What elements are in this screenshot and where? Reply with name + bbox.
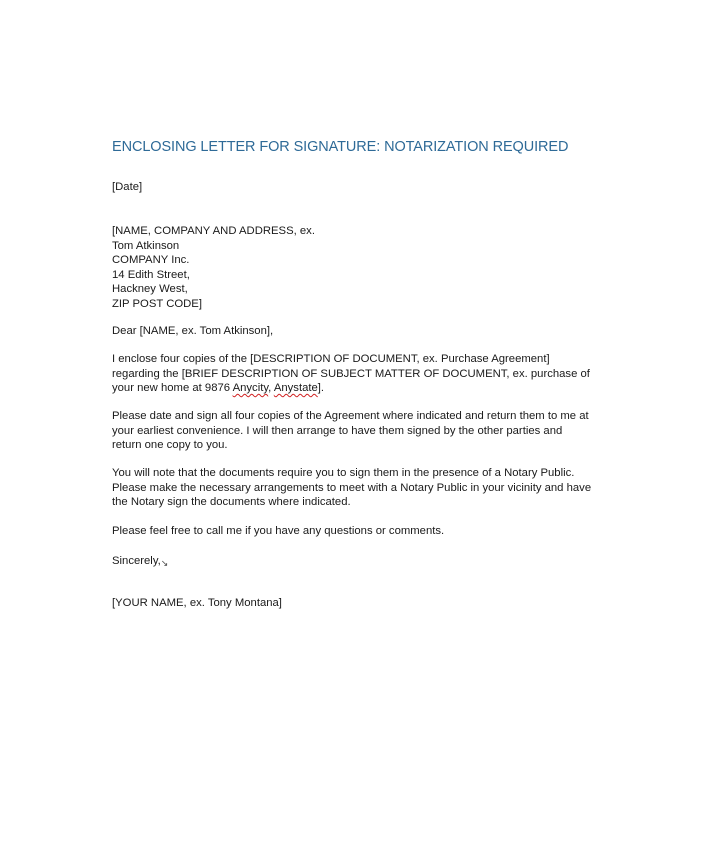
paragraph-line: I enclose four copies of the [DESCRIPTION OF DOCUMENT, ex. Purchase Agreement] (112, 353, 550, 365)
paragraph-3 (112, 466, 591, 510)
closing-text: Sincerely, (112, 555, 161, 567)
text-run: your new home at 9876 (112, 382, 233, 395)
address-line: COMPANY Inc. (112, 254, 190, 267)
address-line: ZIP POST CODE] (112, 297, 202, 310)
paragraph-line: Please make the necessary arrangements to meet with a Notary Public in your vicinity and have (112, 481, 592, 494)
paragraph-1 (112, 352, 590, 396)
address-line: 14 Edith Street, (112, 268, 190, 281)
closing (112, 554, 168, 571)
paragraph-4: Please feel free to call me if you have any questions or comments. (112, 525, 445, 537)
paragraph-mark-icon: ↘ (160, 558, 169, 568)
address-line: Tom Atkinson (112, 239, 180, 252)
paragraph-line: You will note that the documents require you to sign them in the presence of a Notary Public. (112, 467, 575, 479)
letter-title: ENCLOSING LETTER FOR SIGNATURE: NOTARIZATION REQUIRED (112, 139, 569, 155)
paragraph-line: regarding the [BRIEF DESCRIPTION OF SUBJECT MATTER OF DOCUMENT, ex. purchase of (112, 367, 590, 380)
spellcheck-word-state: Anystate (273, 382, 318, 395)
text-run: ]. (317, 382, 325, 395)
paragraph-line: the Notary sign the documents where indicated. (112, 496, 351, 509)
address-line: Hackney West, (112, 283, 188, 296)
recipient-address (112, 224, 315, 312)
paragraph-2 (112, 409, 589, 453)
paragraph-line: return one copy to you. (112, 439, 228, 452)
salutation: Dear [NAME, ex. Tom Atkinson], (112, 325, 274, 337)
spellcheck-word-city: Anycity (232, 382, 269, 395)
signature-placeholder: [YOUR NAME, ex. Tony Montana] (112, 597, 282, 609)
paragraph-line: Please date and sign all four copies of the Agreement where indicated and return them to me at (112, 410, 589, 422)
date-line: [Date] (112, 181, 143, 193)
text-run: , (268, 382, 274, 395)
paragraph-line (112, 381, 590, 396)
address-line: [NAME, COMPANY AND ADDRESS, ex. (112, 225, 315, 237)
paragraph-line: your earliest convenience. I will then arrange to have them signed by the other parties and (112, 424, 563, 437)
